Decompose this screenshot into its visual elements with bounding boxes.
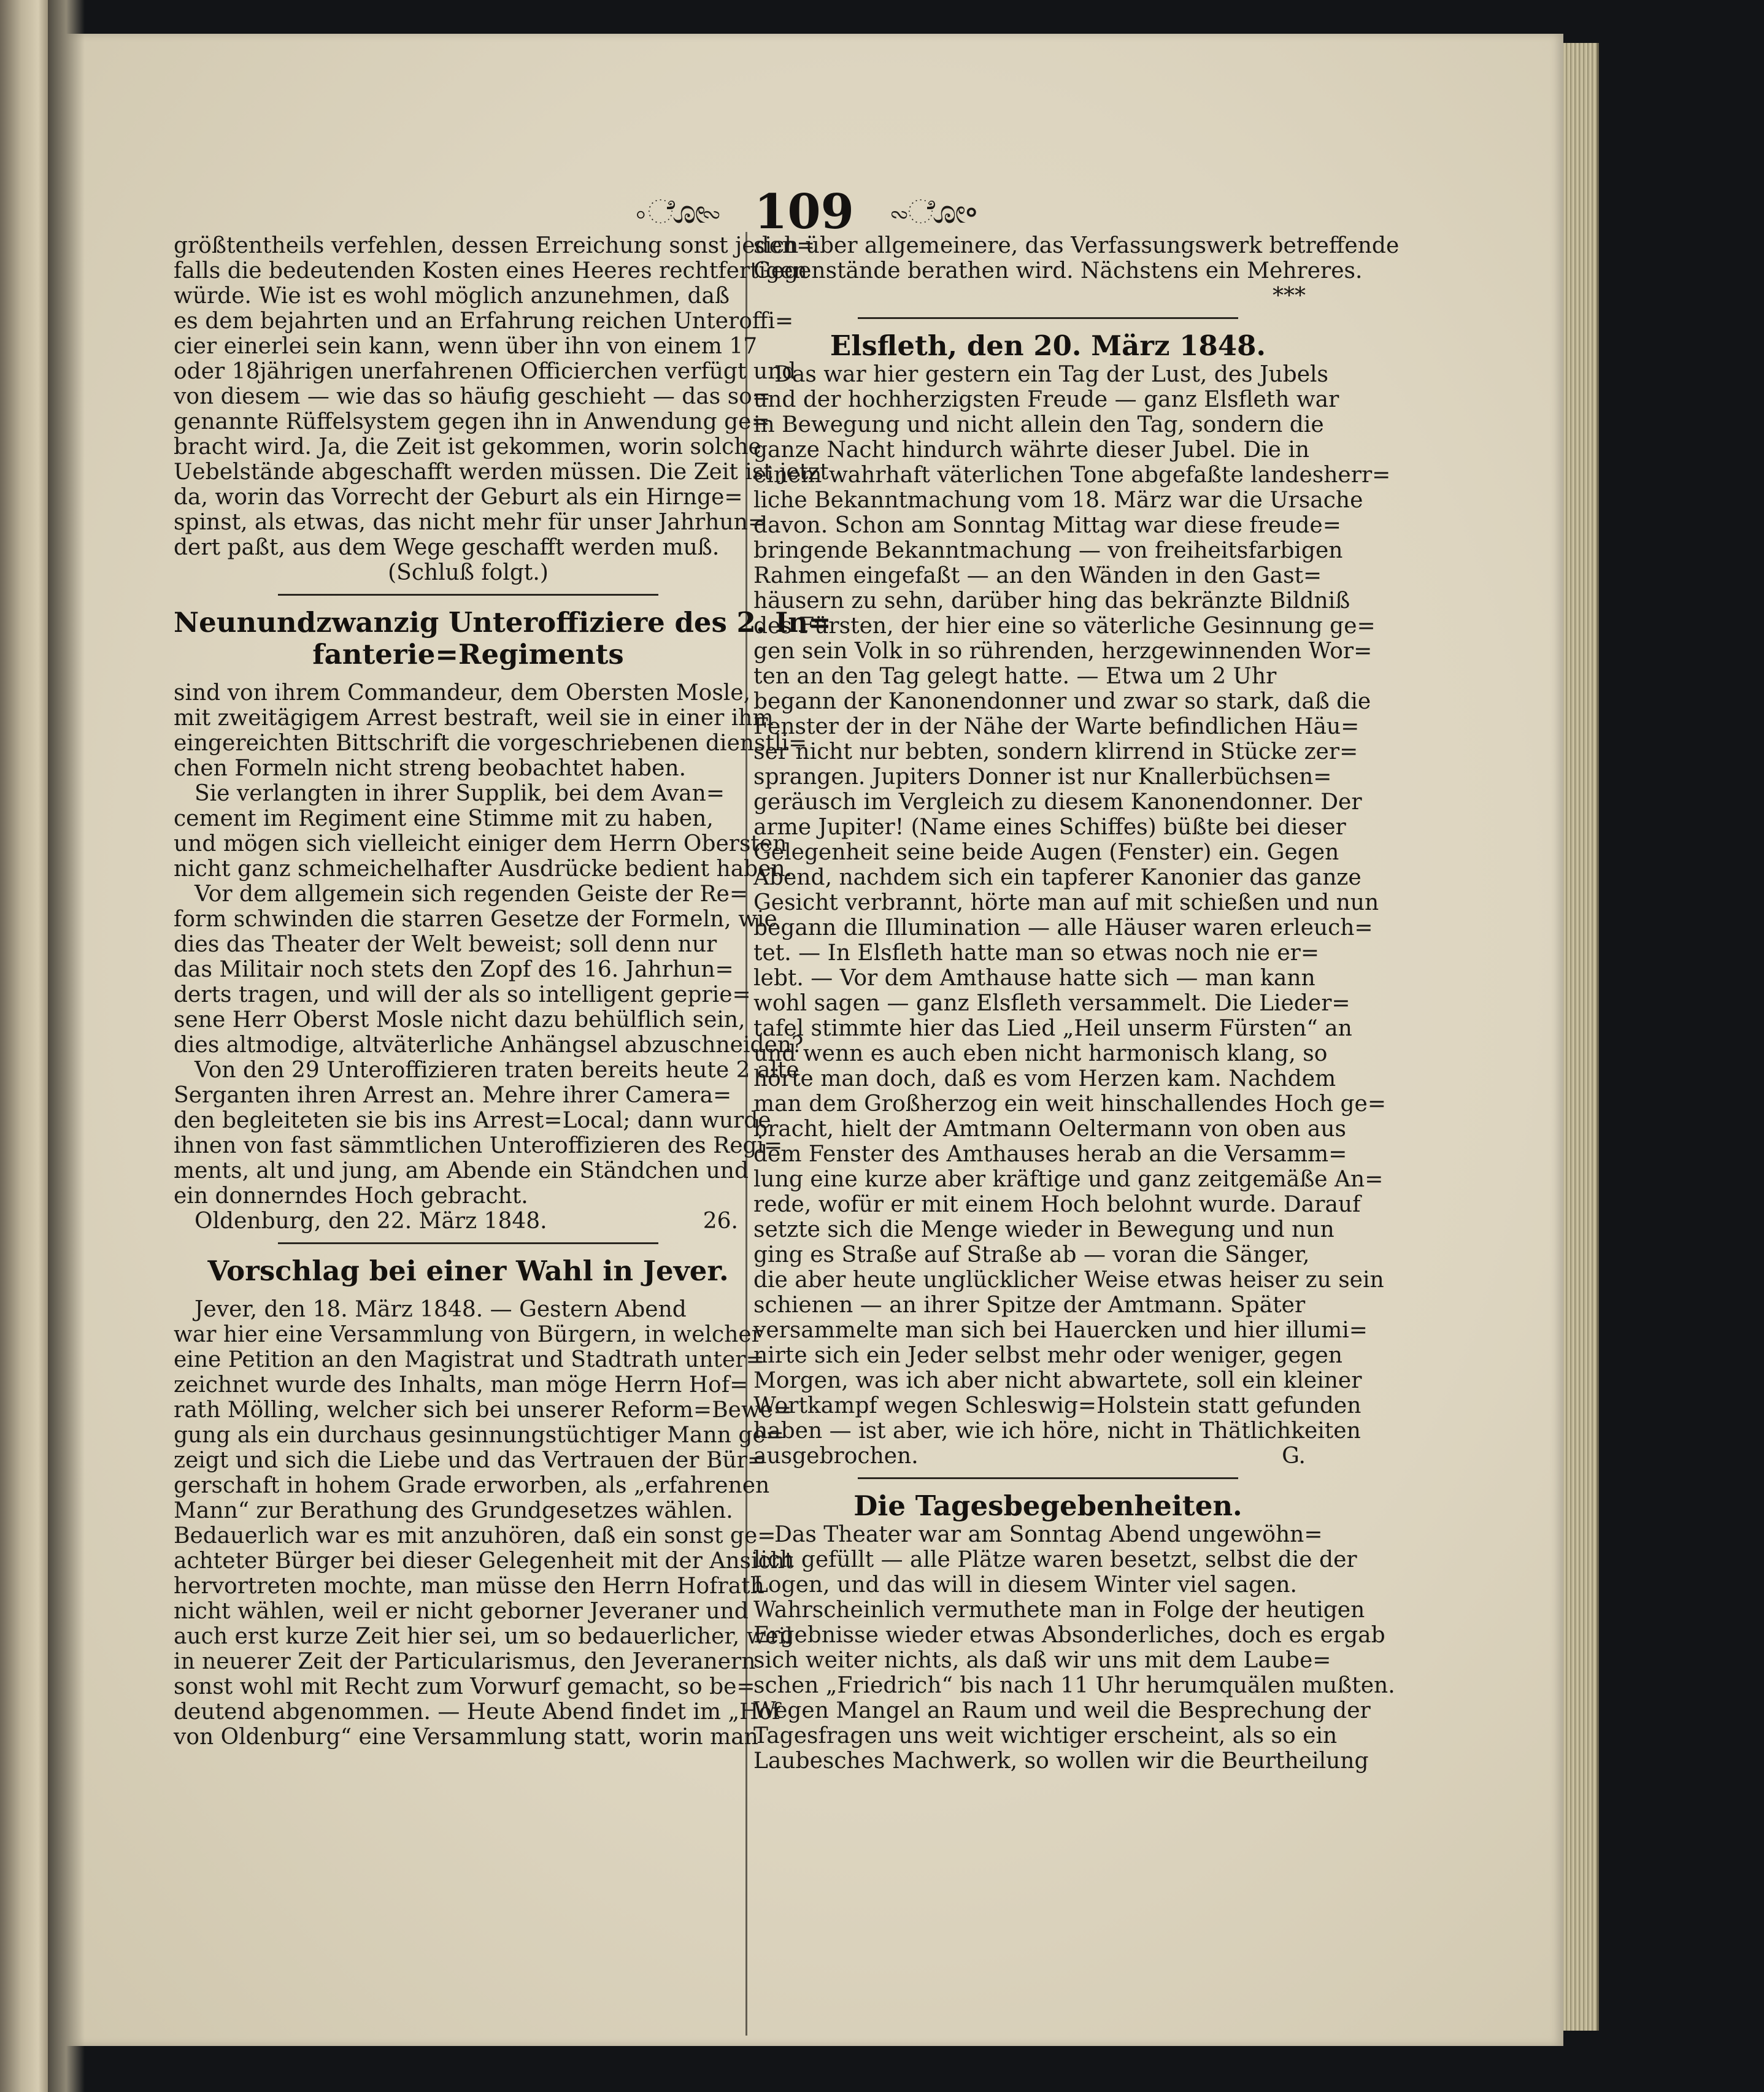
text-line: genannte Rüffelsystem gegen ihn in Anwendung ge= — [174, 409, 770, 434]
text-line: rath Mölling, welcher sich bei unserer Reform=Bewe= — [174, 1398, 792, 1423]
text-line: es dem bejahrten und an Erfahrung reichen Unteroffi= — [174, 309, 794, 334]
text-line: davon. Schon am Sonntag Mittag war diese freude= — [753, 513, 1341, 538]
text-line: und mögen sich vielleicht einiger dem Herrn Obersten — [174, 831, 787, 856]
section-rule — [858, 317, 1238, 319]
text-line: hörte man doch, daß es vom Herzen kam. Nachdem — [753, 1066, 1336, 1091]
text-line: das Militair noch stets den Zopf des 16. Jahrhun= — [174, 957, 734, 982]
text-line: nicht ganz schmeichelhafter Ausdrücke bedient haben. — [174, 856, 793, 882]
article-headline: Neunundzwanzig Unteroffiziere des 2. In= — [174, 606, 831, 639]
text-line: form schwinden die starren Gesetze der Formeln, wie — [174, 907, 777, 932]
right-ornament-icon: ∾ೋ∘ — [890, 192, 977, 231]
text-line: Von den 29 Unteroffizieren traten bereits heute 2 alte — [195, 1058, 799, 1083]
text-line: Abend, nachdem sich ein tapferer Kanonier das ganze — [753, 865, 1362, 890]
text-line: oder 18jährigen unerfahrenen Officierchen verfügt und — [174, 359, 796, 384]
text-line: den begleiteten sie bis ins Arrest=Local; dann wurde — [174, 1108, 771, 1133]
text-line: begann der Kanonendonner und zwar so stark, daß die — [753, 689, 1371, 714]
text-line: ganze Nacht hindurch währte dieser Jubel. Die in — [753, 437, 1310, 463]
text-line: spinst, als etwas, das nicht mehr für unser Jahrhun= — [174, 510, 766, 535]
text-line: bringende Bekanntmachung — von freiheitsfarbigen — [753, 538, 1343, 563]
text-line: achteter Bürger bei dieser Gelegenheit mit der Ansicht — [174, 1548, 794, 1574]
text-line: Wortkampf wegen Schleswig=Holstein statt gefunden — [753, 1393, 1362, 1418]
text-line: Gegenstände berathen wird. Nächstens ein Mehreres. — [753, 258, 1363, 283]
article-tagesbegebenheiten — [753, 1490, 1395, 1774]
text-line: war hier eine Versammlung von Bürgern, in welcher — [174, 1322, 762, 1347]
text-line: sich über allgemeinere, das Verfassungswerk betreffende — [753, 233, 1400, 258]
text-line: Vor dem allgemein sich regenden Geiste der Re= — [195, 882, 749, 907]
text-line: sonst wohl mit Recht zum Vorwurf gemacht, so be= — [174, 1674, 755, 1699]
text-line: ein donnerndes Hoch gebracht. — [174, 1183, 528, 1209]
article-ending — [753, 1444, 1342, 1469]
text-line: dies altmodige, altväterliche Anhängsel abzuschneiden? — [174, 1033, 804, 1058]
section-rule — [278, 594, 658, 596]
page-number: 109 — [754, 183, 854, 240]
text-line: begann die Illumination — alle Häuser waren erleuch= — [753, 915, 1373, 940]
text-line: setzte sich die Menge wieder in Bewegung und nun — [753, 1217, 1335, 1242]
text-line: ser nicht nur bebten, sondern klirrend in Stücke zer= — [753, 739, 1358, 764]
text-line: sene Herr Oberst Mosle nicht dazu behülflich sein, — [174, 1007, 745, 1033]
text-line: Jever, den 18. März 1848. — Gestern Abend — [195, 1297, 687, 1322]
text-line: und wenn es auch eben nicht harmonisch klang, so — [753, 1041, 1328, 1066]
author-signature: G. — [1282, 1444, 1306, 1469]
continued-note: (Schluß folgt.) — [388, 560, 549, 585]
left-ornament-icon: ∘ೋ∾ — [634, 192, 718, 231]
text-line: hervortreten mochte, man müsse den Herrn Hofrath — [174, 1574, 765, 1599]
text-line: Das Theater war am Sonntag Abend ungewöhn= — [774, 1522, 1323, 1547]
text-line: sich weiter nichts, als daß wir uns mit dem Laube= — [753, 1648, 1331, 1673]
text-line: tafel stimmte hier das Lied „Heil unserm Fürsten“ an — [753, 1016, 1352, 1041]
text-line: man dem Großherzog ein weit hinschallendes Hoch ge= — [753, 1091, 1386, 1117]
text-line: auch erst kurze Zeit hier sei, um so bedauerlicher, weil — [174, 1624, 793, 1649]
article-headline: Die Tagesbegebenheiten. — [853, 1490, 1242, 1522]
gutter-shadow — [48, 0, 85, 2092]
text-line: chen Formeln nicht streng beobachtet haben. — [174, 756, 687, 781]
text-line: Das war hier gestern ein Tag der Lust, des Jubels — [774, 362, 1329, 387]
text-line: tet. — In Elsfleth hatte man so etwas noch nie er= — [753, 940, 1319, 966]
dateline-place-date: Oldenburg, den 22. März 1848. — [195, 1209, 547, 1234]
text-line: gung als ein durchaus gesinnungstüchtiger Mann ge= — [174, 1423, 784, 1448]
text-line: cement im Regiment eine Stimme mit zu haben, — [174, 806, 714, 831]
text-line: von diesem — wie das so häufig geschieht — das so= — [174, 384, 771, 409]
text-line: versammelte man sich bei Hauercken und hier illumi= — [753, 1318, 1368, 1343]
text-line: wohl sagen — ganz Elsfleth versammelt. Die Lieder= — [753, 991, 1350, 1016]
text-line: arme Jupiter! (Name eines Schiffes) büßte bei dieser — [753, 815, 1346, 840]
text-line: Rahmen eingefaßt — an den Wänden in den Gast= — [753, 563, 1322, 588]
text-line: sind von ihrem Commandeur, dem Obersten Mosle, — [174, 680, 751, 706]
text-line: in Bewegung und nicht allein den Tag, sondern die — [753, 412, 1324, 437]
text-line: bracht wird. Ja, die Zeit ist gekommen, worin solche — [174, 434, 761, 460]
stars-separator: *** — [1273, 283, 1306, 309]
text-line: eine Petition an den Magistrat und Stadtrath unter= — [174, 1347, 765, 1372]
text-line: ging es Straße auf Straße ab — voran die Sänger, — [753, 1242, 1310, 1267]
text-line: dies das Theater der Welt beweist; soll denn nur — [174, 932, 717, 957]
left-continuation-paragraph — [174, 233, 829, 560]
text-line: Wegen Mangel an Raum und weil die Besprechung der — [753, 1698, 1371, 1723]
text-line: eingereichten Bittschrift die vorgeschriebenen dienstli= — [174, 731, 807, 756]
text-line: Morgen, was ich aber nicht abwartete, soll ein kleiner — [753, 1368, 1362, 1393]
text-line: lebt. — Vor dem Amthause hatte sich — man kann — [753, 966, 1315, 991]
text-line: sprangen. Jupiters Donner ist nur Knallerbüchsen= — [753, 764, 1332, 790]
section-rule — [278, 1242, 658, 1244]
text-line: Wahrscheinlich vermuthete man in Folge der heutigen — [753, 1598, 1365, 1623]
text-line: dem Fenster des Amthauses herab an die Versamm= — [753, 1142, 1347, 1167]
text-line: Tagesfragen uns weit wichtiger erscheint, als so ein — [753, 1723, 1338, 1748]
left-column — [174, 233, 831, 1750]
text-line: ten an den Tag gelegt hatte. — Etwa um 2 Uhr — [753, 664, 1277, 689]
text-line: rede, wofür er mit einem Hoch belohnt wurde. Darauf — [753, 1192, 1361, 1217]
text-line: von Oldenburg“ eine Versammlung statt, worin man — [174, 1725, 758, 1750]
text-line: mit zweitägigem Arrest bestraft, weil sie in einer ihm — [174, 706, 774, 731]
text-line: zeigt und sich die Liebe und das Vertrauen der Bür= — [174, 1448, 766, 1473]
text-line: ments, alt und jung, am Abende ein Ständchen und — [174, 1158, 749, 1183]
text-line: liche Bekanntmachung vom 18. März war die Ursache — [753, 488, 1363, 513]
article-jever — [174, 1255, 794, 1750]
text-line: schienen — an ihrer Spitze der Amtmann. Später — [753, 1293, 1306, 1318]
article-headline: Elsfleth, den 20. März 1848. — [830, 329, 1266, 362]
text-line: zeichnet wurde des Inhalts, man möge Herrn Hof= — [174, 1372, 749, 1398]
text-line: die aber heute unglücklicher Weise etwas heiser zu sein — [753, 1267, 1384, 1293]
text-line: Fenster der in der Nähe der Warte befindlichen Häu= — [753, 714, 1360, 739]
text-line: und der hochherzigsten Freude — ganz Elsfleth war — [753, 387, 1339, 412]
text-line: ausgebrochen. — [753, 1444, 919, 1469]
text-line: ihnen von fast sämmtlichen Unteroffizieren des Regi= — [174, 1133, 783, 1158]
text-line: nicht wählen, weil er nicht geborner Jeveraner und — [174, 1599, 749, 1624]
text-line: da, worin das Vorrecht der Geburt als ein Hirnge= — [174, 485, 743, 510]
page-stack-edge — [1563, 43, 1599, 2031]
text-line: Laubesches Machwerk, so wollen wir die Beurtheilung — [753, 1748, 1369, 1774]
text-line: Sie verlangten in ihrer Supplik, bei dem Avan= — [195, 781, 725, 806]
left-page-edge — [0, 0, 48, 2092]
text-line: haben — ist aber, wie ich höre, nicht in Thätlichkeiten — [753, 1418, 1361, 1444]
text-line: einem wahrhaft väterlichen Tone abgefaßte landesherr= — [753, 463, 1391, 488]
text-line: dert paßt, aus dem Wege geschafft werden muß. — [174, 535, 720, 560]
text-line: lich gefüllt — alle Plätze waren besetzt, selbst die der — [753, 1547, 1357, 1572]
text-line: Logen, und das will in diesem Winter viel sagen. — [753, 1572, 1297, 1598]
text-line: deutend abgenommen. — Heute Abend findet im „Hof — [174, 1699, 780, 1725]
text-line: bracht, hielt der Amtmann Oeltermann von oben aus — [753, 1117, 1347, 1142]
text-line: gerschaft in hohem Grade erworben, als „erfahrenen — [174, 1473, 770, 1498]
text-line: Mann“ zur Berathung des Grundgesetzes wählen. — [174, 1498, 733, 1523]
text-line: würde. Wie ist es wohl möglich anzunehmen, daß — [174, 283, 730, 309]
text-line: größtentheils verfehlen, dessen Erreichung sonst jeden= — [174, 233, 815, 258]
article-headline: Vorschlag bei einer Wahl in Jever. — [207, 1255, 729, 1287]
text-line: gen sein Volk in so rührenden, herzgewinnenden Wor= — [753, 639, 1373, 664]
text-line: lung eine kurze aber kräftige und ganz zeitgemäße An= — [753, 1167, 1384, 1192]
text-line: Gesicht verbrannt, hörte man auf mit schießen und nun — [753, 890, 1379, 915]
text-line: Serganten ihren Arrest an. Mehre ihrer Camera= — [174, 1083, 732, 1108]
text-line: des Fürsten, der hier eine so väterliche Gesinnung ge= — [753, 613, 1376, 639]
article-elsfleth — [753, 329, 1391, 1469]
section-rule — [858, 1477, 1238, 1479]
text-line: schen „Friedrich“ bis nach 11 Uhr herumquälen mußten. — [753, 1673, 1395, 1698]
text-line: derts tragen, und will der als so intelligent geprie= — [174, 982, 751, 1007]
text-line: Bedauerlich war es mit anzuhören, daß ein sonst ge= — [174, 1523, 776, 1548]
text-line: Gelegenheit seine beide Augen (Fenster) ein. Gegen — [753, 840, 1339, 865]
text-line: falls die bedeutenden Kosten eines Heeres rechtfertigen — [174, 258, 807, 283]
text-line: geräusch im Vergleich zu diesem Kanonendonner. Der — [753, 790, 1362, 815]
text-line: nirte sich ein Jeder selbst mehr oder weniger, gegen — [753, 1343, 1342, 1368]
text-line: Ergebnisse wieder etwas Absonderliches, doch es ergab — [753, 1623, 1385, 1648]
article-number: 26. — [703, 1209, 738, 1234]
text-line: Uebelstände abgeschafft werden müssen. Die Zeit ist jetzt — [174, 460, 829, 485]
text-line: häusern zu sehn, darüber hing das bekränzte Bildniß — [753, 588, 1350, 613]
right-column — [753, 233, 1400, 1774]
text-line: in neuerer Zeit der Particularismus, den Jeveranern — [174, 1649, 756, 1674]
dateline — [174, 1209, 763, 1234]
article-unteroffiziere — [174, 606, 831, 1234]
article-headline: fanterie=Regiments — [312, 638, 624, 671]
text-line: cier einerlei sein kann, wenn über ihn von einem 17 — [174, 334, 758, 359]
right-continuation-paragraph — [753, 233, 1400, 283]
